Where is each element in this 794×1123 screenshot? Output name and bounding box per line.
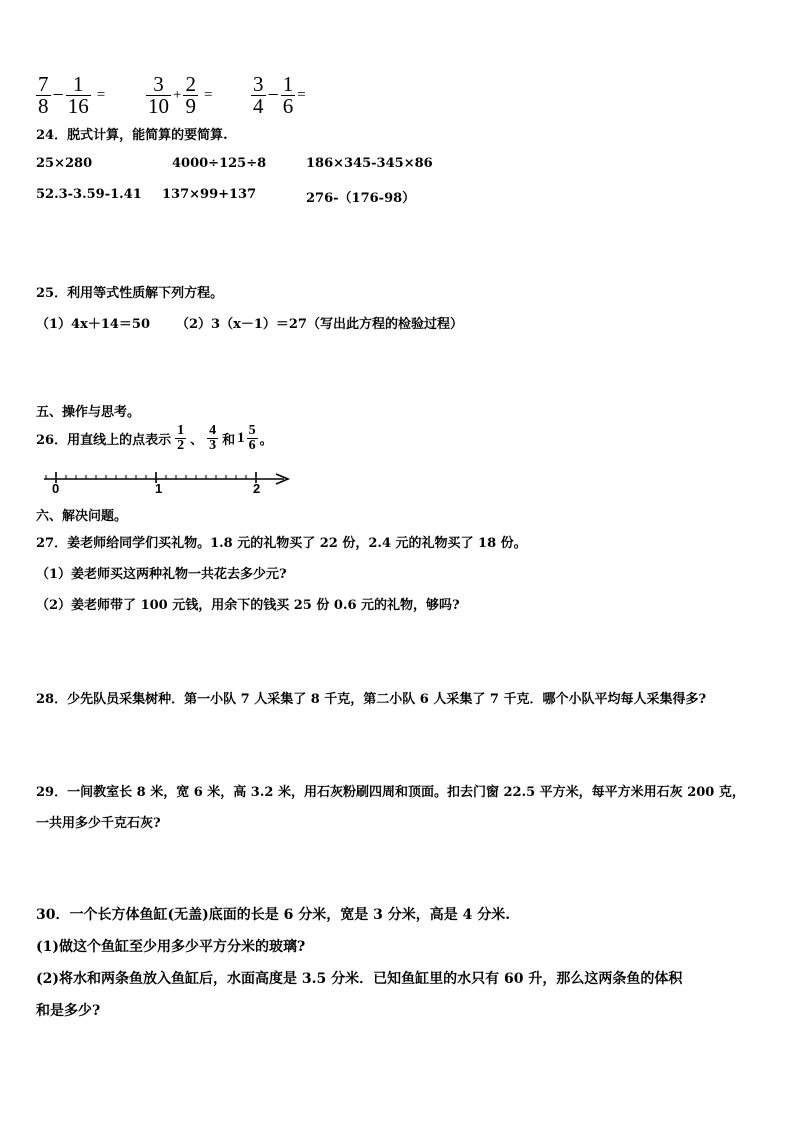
fraction: $\frac{5}{6}$ — [248, 423, 256, 453]
q30-line-2: (1)做这个鱼缸至少用多少平方分米的玻璃? — [36, 939, 306, 955]
number-line-ticks — [46, 472, 256, 483]
q26-prompt: 26．用直线上的点表示 $\frac{1}{2}$ 、 $\frac{4}{3}$ 和 1 $\frac{5}{6}$ 。 — [36, 423, 273, 453]
fraction: $\frac{7}{8}$ — [38, 72, 49, 118]
q24-item: 4000÷125÷8 — [172, 156, 267, 171]
q30-line-4: 和是多少? — [36, 1003, 101, 1019]
q24-title: 24．脱式计算，能简算的要简算. — [36, 128, 228, 143]
q25-equation-1: （1）4x＋14＝50 — [36, 317, 151, 332]
q29-line-1: 29．一间教室长 8 米，宽 6 米，高 3.2 米，用石灰粉刷四周和顶面。扣去门窗 22.5 平方米，每平方米用石灰 200 克， — [36, 785, 745, 800]
fraction: $\frac{3}{4}$ — [253, 72, 264, 118]
q27-title: 27．姜老师给同学们买礼物。1.8 元的礼物买了 22 份，2.4 元的礼物买了 18 份。 — [36, 536, 527, 551]
q24-item: 52.3-3.59-1.41 — [36, 187, 142, 202]
fraction: $\frac{1}{2}$ — [177, 423, 185, 453]
q25-title: 25．利用等式性质解下列方程。 — [36, 286, 224, 301]
q30-line-1: 30．一个长方体鱼缸(无盖)底面的长是 6 分米，宽是 3 分米，高是 4 分米. — [36, 907, 511, 923]
number-line-label-2: 2 — [253, 481, 261, 496]
section-5-heading: 五、操作与思考。 — [36, 405, 141, 420]
q27-sub-2: （2）姜老师带了 100 元钱，用余下的钱买 25 份 0.6 元的礼物，够吗? — [36, 598, 460, 613]
q24-item: 276-（176-98） — [306, 191, 416, 206]
fraction: $\frac{4}{3}$ — [209, 423, 217, 453]
q23-expr-1: $\frac{7}{8}$ − $\frac{1}{16}$ = — [38, 72, 106, 118]
q24-item: 25×280 — [36, 156, 93, 171]
q24-item: 137×99+137 — [162, 187, 257, 202]
number-line-label-0: 0 — [52, 481, 60, 496]
q28-text: 28．少先队员采集树种．第一小队 7 人采集了 8 千克，第二小队 6 人采集了 7 千克．哪个小队平均每人采集得多? — [36, 692, 707, 707]
fraction: $\frac{1}{6}$ — [282, 72, 294, 118]
fraction: $\frac{2}{9}$ — [185, 72, 196, 118]
q27-sub-1: （1）姜老师买这两种礼物一共花去多少元? — [36, 567, 287, 582]
q23-expr-3: $\frac{3}{4}$ − $\frac{1}{6}$ = — [253, 72, 306, 118]
fraction: $\frac{1}{16}$ — [67, 72, 89, 118]
q25-equation-2: （2）3（x－1）＝27（写出此方程的检验过程） — [176, 317, 463, 332]
q29-line-2: 一共用多少千克石灰? — [36, 816, 161, 831]
q24-item: 186×345-345×86 — [306, 156, 433, 171]
fraction: $\frac{3}{10}$ — [148, 72, 169, 118]
number-line-label-1: 1 — [155, 481, 163, 496]
section-6-heading: 六、解决问题。 — [36, 509, 128, 524]
q30-line-3: (2)将水和两条鱼放入鱼缸后，水面高度是 3.5 分米．已知鱼缸里的水只有 60 升，那么这两条鱼的体积 — [36, 971, 683, 987]
q23-expr-2: $\frac{3}{10}$ + $\frac{2}{9}$ = — [148, 72, 213, 118]
